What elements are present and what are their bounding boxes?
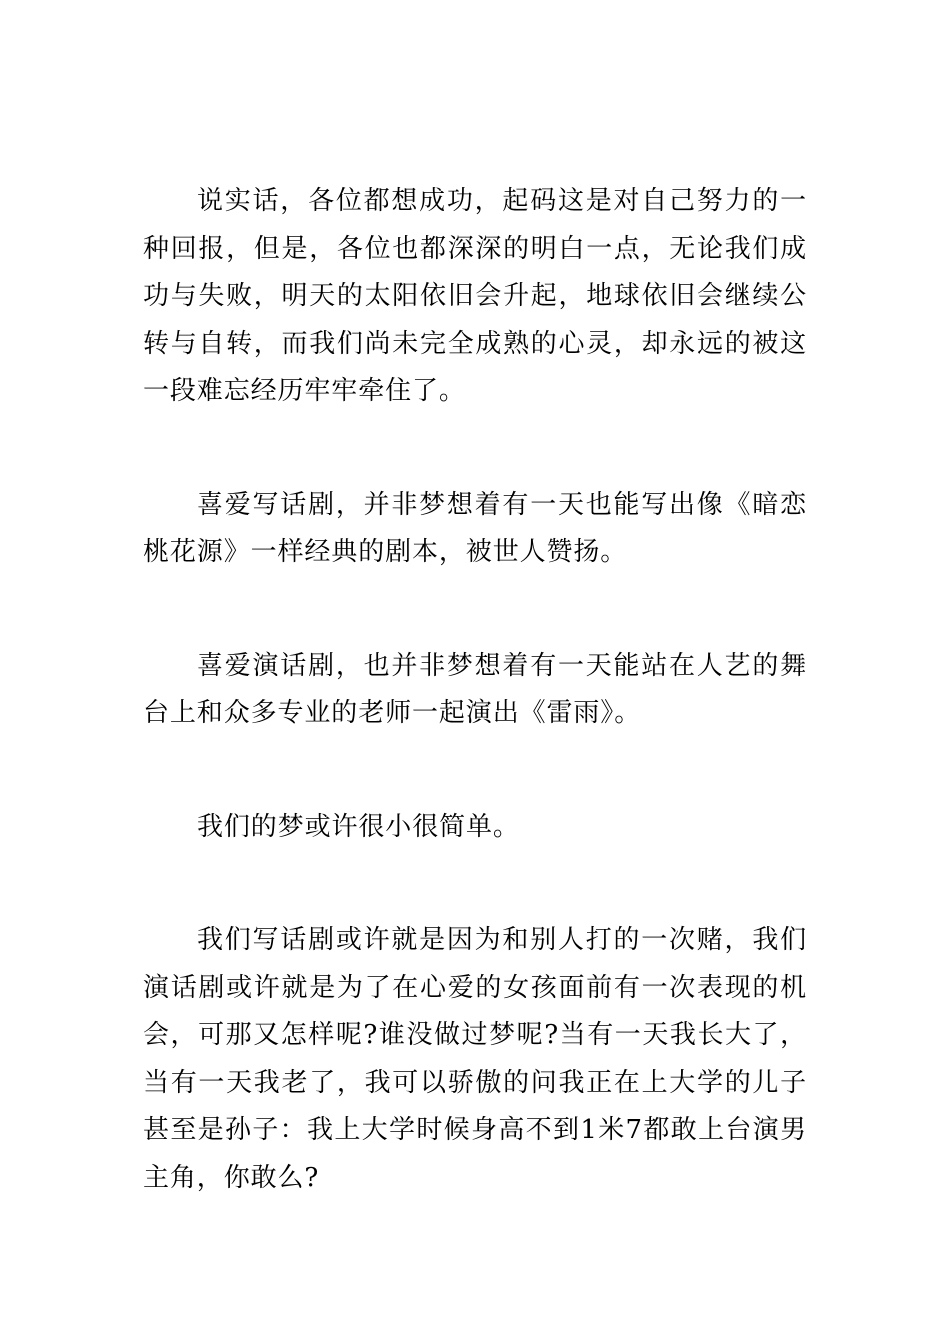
paragraph-5: 我们写话剧或许就是因为和别人打的一次赌，我们演话剧或许就是为了在心爱的女孩面前有一次表现的机会，可那又怎样呢?谁没做过梦呢?当有一天我长大了，当有一天我老了，我可以骄傲的问我正在上大学的儿子甚至是孙子：我上大学时候身高不到1米7都敢上台演男主角，你敢么?	[143, 925, 807, 1193]
document-body	[143, 178, 807, 1202]
paragraph-spacer	[143, 416, 807, 482]
paragraph-spacer	[143, 851, 807, 917]
paragraph-4: 我们的梦或许很小很简单。	[197, 811, 520, 842]
paragraph-1: 说实话，各位都想成功，起码这是对自己努力的一种回报，但是，各位也都深深的明白一点，无论我们成功与失败，明天的太阳依旧会升起，地球依旧会继续公转与自转，而我们尚未完全成熟的心灵，却永远的被这一段难忘经历牢牢牵住了。	[143, 186, 807, 406]
paragraph-spacer	[143, 577, 807, 643]
paragraph-3: 喜爱演话剧，也并非梦想着有一天能站在人艺的舞台上和众多专业的老师一起演出《雷雨》。	[143, 650, 807, 728]
paragraph-2: 喜爱写话剧，并非梦想着有一天也能写出像《暗恋桃花源》一样经典的剧本，被世人赞扬。	[143, 489, 807, 567]
paragraph-spacer	[143, 738, 807, 804]
